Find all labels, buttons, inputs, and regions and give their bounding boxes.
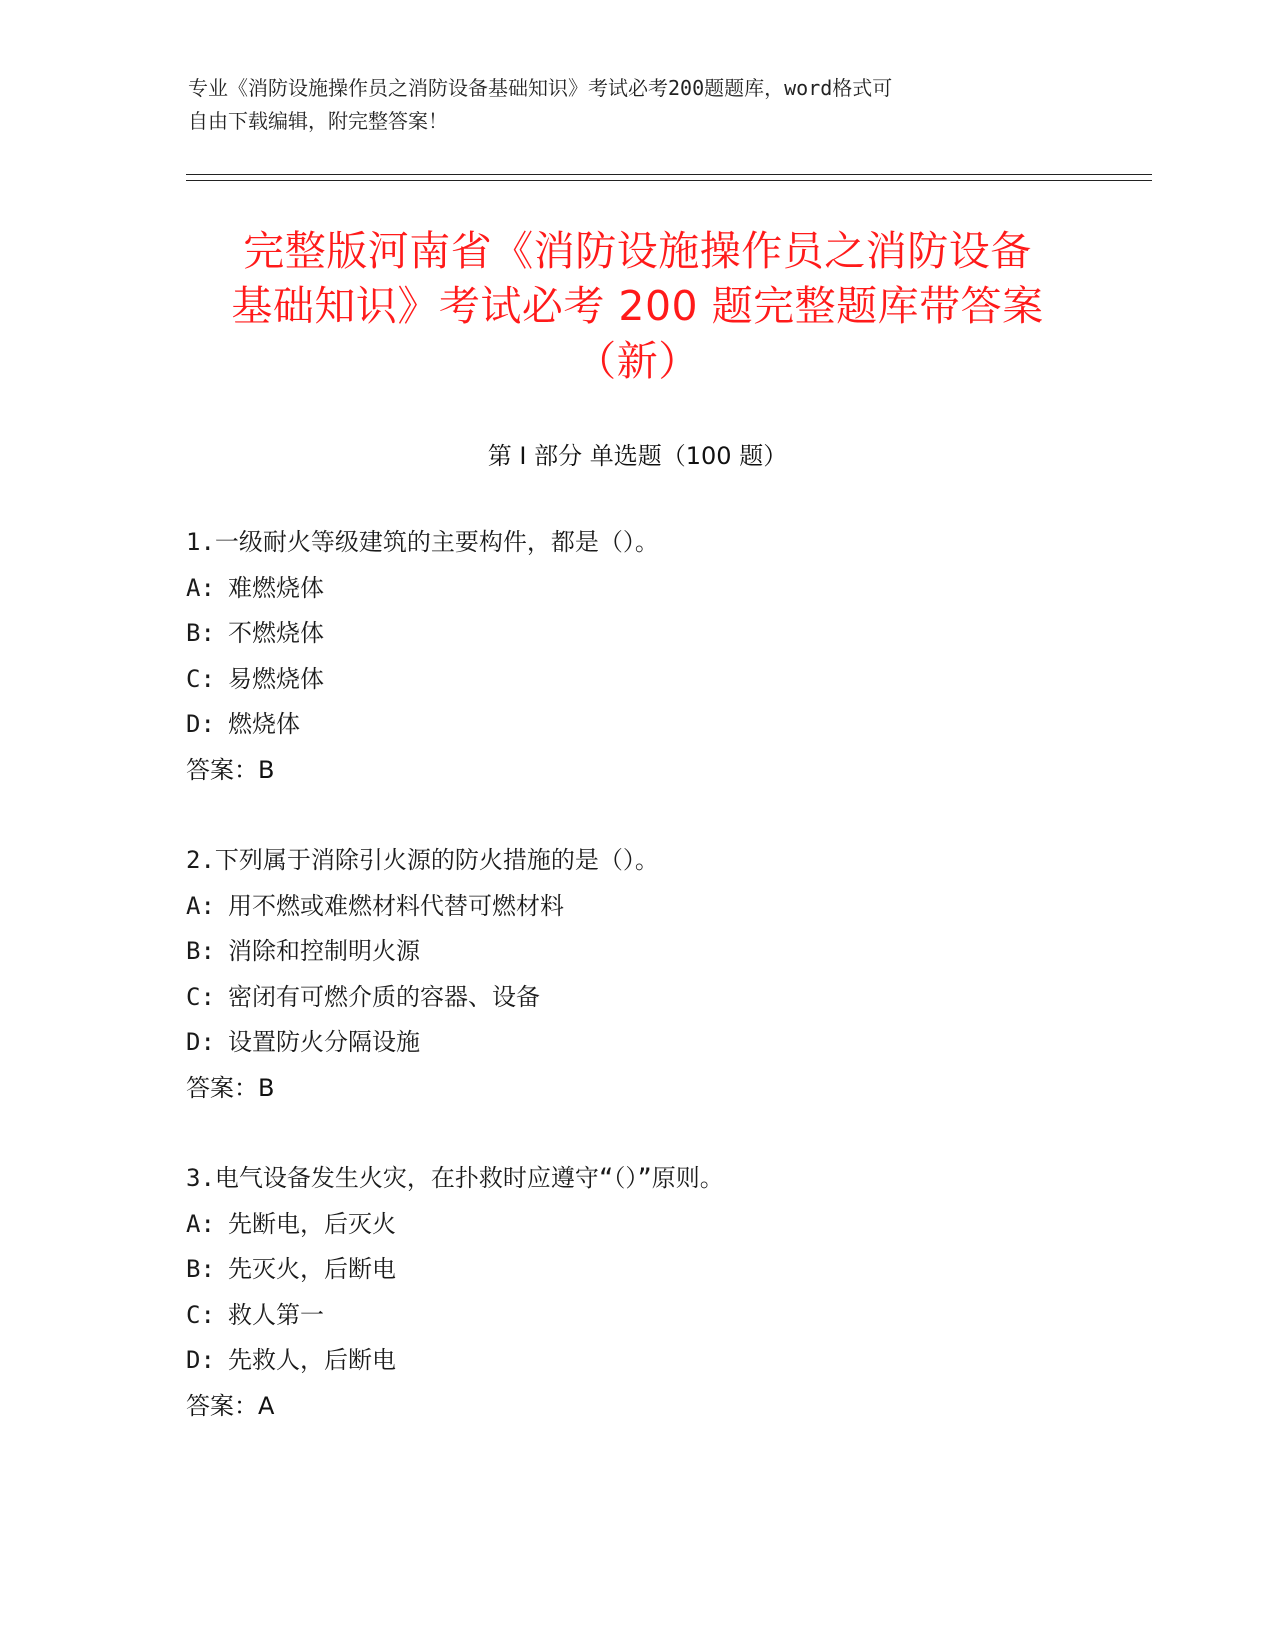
option-letter: C:	[186, 1300, 215, 1329]
option-text: 难燃烧体	[228, 573, 324, 602]
option-a	[186, 1202, 1086, 1248]
answer-line: 答案：B	[186, 1073, 275, 1102]
option-letter: B:	[186, 1255, 215, 1283]
header-note	[188, 72, 1088, 138]
header-divider-top	[186, 174, 1152, 175]
option-letter: C:	[186, 982, 215, 1011]
option-letter: C:	[186, 664, 215, 693]
option-letter: D:	[186, 710, 215, 738]
option-text: 先救人，后断电	[228, 1346, 396, 1374]
option-letter: D:	[186, 1028, 215, 1056]
header-note-line-2: 自由下载编辑，附完整答案！	[188, 109, 448, 133]
option-text: 易燃烧体	[228, 664, 324, 693]
option-text: 先灭火，后断电	[228, 1255, 396, 1283]
answer-line: 答案：B	[186, 755, 275, 784]
option-letter: A:	[186, 891, 215, 920]
question-list	[186, 520, 1086, 1474]
answer-line: 答案：A	[186, 1391, 275, 1420]
question-stem: 3.电气设备发生火灾，在扑救时应遵守“（）”原则。	[186, 1164, 724, 1192]
option-c	[186, 975, 1086, 1021]
option-c	[186, 1293, 1086, 1339]
question-stem: 1.一级耐火等级建筑的主要构件，都是（）。	[186, 528, 659, 556]
option-text: 不燃烧体	[228, 619, 324, 647]
header-note-line-1: 专业《消防设施操作员之消防设备基础知识》考试必考200题题库，word格式可	[188, 76, 893, 100]
document-title-line-3: （新）	[575, 337, 700, 385]
option-d	[186, 702, 1086, 748]
option-letter: B:	[186, 937, 215, 965]
question-item	[186, 1156, 1086, 1429]
option-text: 设置防火分隔设施	[228, 1028, 420, 1056]
option-text: 救人第一	[228, 1300, 324, 1329]
question-item	[186, 838, 1086, 1111]
option-b	[186, 1247, 1086, 1293]
option-a	[186, 566, 1086, 612]
option-text: 用不燃或难燃材料代替可燃材料	[228, 891, 564, 920]
question-item	[186, 520, 1086, 793]
option-letter: D:	[186, 1346, 215, 1374]
option-d	[186, 1338, 1086, 1384]
option-text: 消除和控制明火源	[228, 937, 420, 965]
question-stem: 2.下列属于消除引火源的防火措施的是（）。	[186, 846, 659, 874]
option-text: 密闭有可燃介质的容器、设备	[228, 982, 540, 1011]
option-text: 燃烧体	[228, 710, 300, 738]
document-title-line-2: 基础知识》考试必考 200 题完整题库带答案	[231, 282, 1044, 330]
option-b	[186, 929, 1086, 975]
option-letter: B:	[186, 619, 215, 647]
document-title-line-1: 完整版河南省《消防设施操作员之消防设备	[243, 227, 1032, 275]
option-text: 先断电，后灭火	[228, 1209, 396, 1238]
option-a	[186, 884, 1086, 930]
section-heading: 第 I 部分 单选题（100 题）	[487, 442, 788, 470]
header-divider-bottom	[186, 180, 1152, 181]
option-letter: A:	[186, 1209, 215, 1238]
option-letter: A:	[186, 573, 215, 602]
option-d	[186, 1020, 1086, 1066]
document-title	[150, 224, 1125, 389]
option-b	[186, 611, 1086, 657]
option-c	[186, 657, 1086, 703]
